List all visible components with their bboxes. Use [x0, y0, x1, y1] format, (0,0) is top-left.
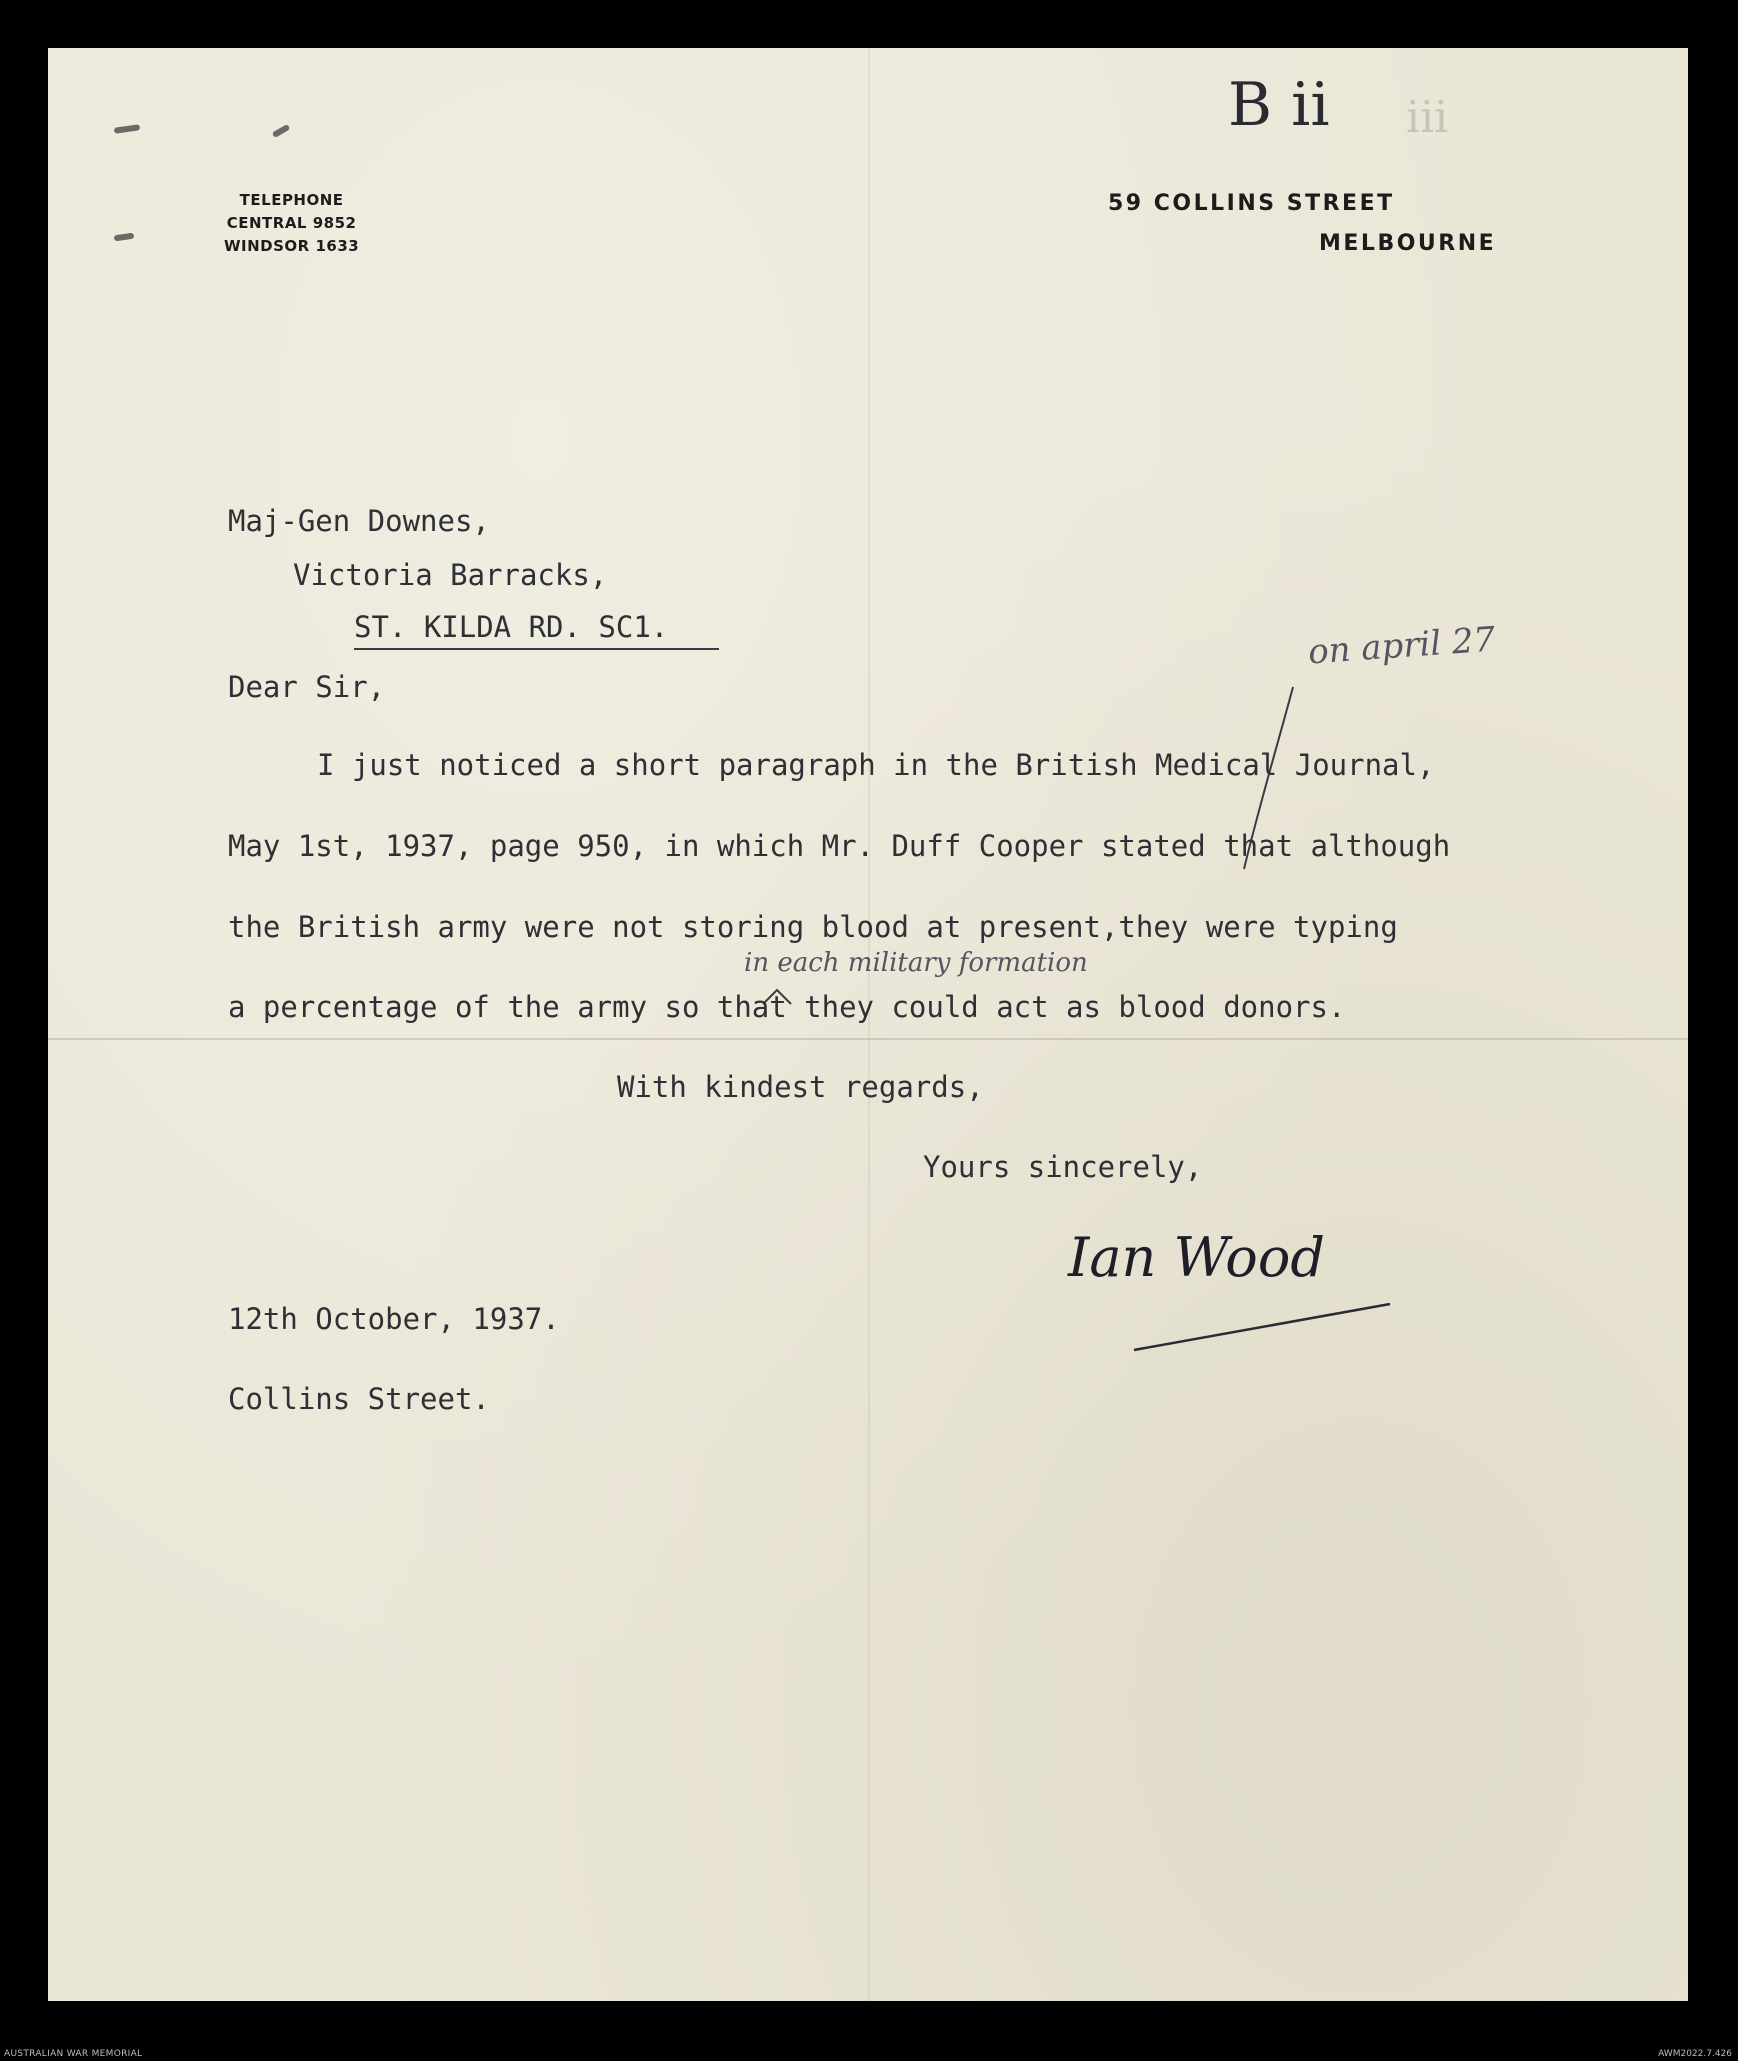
- letterhead-city: MELBOURNE: [1319, 231, 1497, 256]
- signature: Ian Wood: [1068, 1226, 1325, 1289]
- punch-mark: [114, 124, 141, 134]
- signature-flourish: [1128, 1298, 1398, 1358]
- recipient-street: ST. KILDA RD. SC1.: [354, 610, 669, 644]
- letterhead-street-address: 59 COLLINS STREET: [1108, 191, 1395, 216]
- punch-mark: [272, 124, 291, 138]
- salutation: Dear Sir,: [228, 670, 386, 704]
- archive-reference-mark: B ii: [1228, 70, 1330, 140]
- closing-sign-off: Yours sincerely,: [923, 1150, 1203, 1184]
- letterhead-telephone: [224, 189, 359, 258]
- telephone-label: TELEPHONE: [239, 191, 344, 209]
- telephone-number-central: CENTRAL 9852: [226, 214, 357, 232]
- recipient-organisation: Victoria Barracks,: [293, 558, 608, 592]
- insertion-note-handwritten: in each military formation: [744, 948, 1088, 978]
- recipient-street-underline: [354, 648, 719, 650]
- letter-page: [48, 48, 1688, 2001]
- body-line-4: a percentage of the army so that they could act as blood donors.: [228, 990, 1346, 1024]
- punch-mark: [114, 233, 135, 242]
- body-line-2: May 1st, 1937, page 950, in which Mr. Duff Cooper stated that although: [228, 829, 1451, 863]
- body-line-1: I just noticed a short paragraph in the British Medical Journal,: [317, 748, 1435, 782]
- credit-left: AUSTRALIAN WAR MEMORIAL: [4, 2049, 143, 2059]
- paper-fold-vertical: [868, 48, 870, 2001]
- body-line-3: the British army were not storing blood at present,they were typing: [228, 910, 1398, 944]
- credit-right: AWM2022.7.426: [1658, 2049, 1732, 2059]
- recipient-name: Maj-Gen Downes,: [228, 504, 490, 538]
- closing-regards: With kindest regards,: [617, 1070, 984, 1104]
- letter-date: 12th October, 1937.: [228, 1302, 560, 1336]
- margin-note-handwritten: on april 27: [1306, 619, 1497, 673]
- letter-place: Collins Street.: [228, 1382, 490, 1416]
- telephone-number-windsor: WINDSOR 1633: [224, 237, 360, 255]
- archive-faint-mark: iii: [1406, 92, 1449, 143]
